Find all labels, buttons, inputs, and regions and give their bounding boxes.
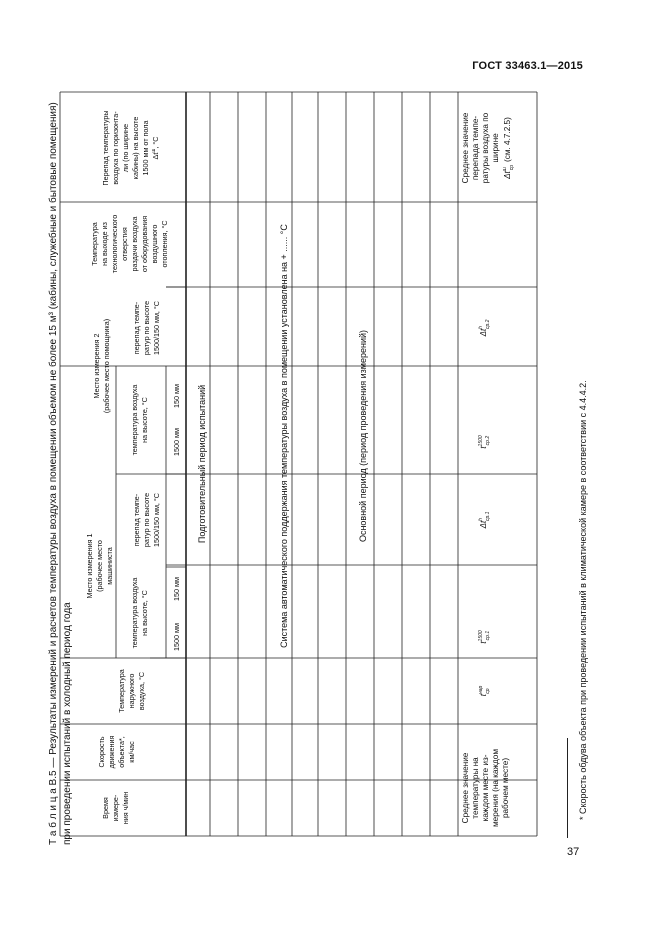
header-loc1-diff	[132, 493, 161, 547]
svg-text:на высоте, °С: на высоте, °С	[140, 397, 149, 443]
page-number: 37	[567, 846, 580, 858]
header-loc2-150	[172, 384, 181, 408]
summary-horizontal-diff-label	[461, 112, 515, 183]
svg-text:150 мм: 150 мм	[172, 577, 181, 601]
header-location-2	[92, 319, 111, 413]
svg-text:Основной период (период провед: Основной период (период проведения измерений)	[358, 329, 368, 543]
period-preparatory	[197, 385, 207, 543]
svg-text:Δthср.1: $\Delta t^hср.1$	[478, 511, 491, 529]
svg-text:Подготовительный период испыта: Подготовительный период испытаний	[197, 384, 207, 544]
svg-text:ширине: ширине	[491, 133, 500, 163]
svg-text:температура воздуха: температура воздуха	[130, 384, 139, 456]
svg-text:Перепад температуры: Перепад температуры	[101, 110, 110, 186]
svg-text:ния ч/мин: ния ч/мин	[121, 791, 130, 825]
svg-text:каждом месте из-: каждом месте из-	[481, 754, 490, 822]
svg-text:воздуха по горизонта-: воздуха по горизонта-	[111, 111, 120, 185]
period-automatic	[279, 224, 289, 648]
svg-text:температура воздуха: температура воздуха	[130, 577, 139, 649]
summary-dt-loc2	[478, 319, 491, 337]
summary-t-outside	[478, 686, 491, 697]
svg-text:машиниста: машиниста	[105, 547, 114, 585]
footnote-rule	[567, 738, 568, 838]
caption-line-2: при проведении испытаний в холодный период года	[61, 602, 73, 845]
footnote: * Скорость обдува объекта при проведении испытаний в климатической камере в соответствии с 4.4.4.2.	[578, 380, 588, 820]
header-outlet-temp	[90, 215, 169, 273]
svg-text:Δtшср(см. 4.7.2.5): $\Delta t^шср(см$. 4.7.2.5)	[502, 117, 515, 179]
svg-text:1500/150 мм, °С: 1500/150 мм, °С	[152, 301, 161, 355]
summary-t1500-loc2	[478, 435, 491, 449]
svg-text:технологического: технологического	[110, 214, 119, 274]
svg-text:t1500ср.1: $t^{1500}ср.1$	[478, 630, 491, 644]
svg-text:воздушного: воздушного	[150, 224, 159, 264]
header-loc1-temp-height	[130, 578, 149, 649]
svg-text:отопления, °С: отопления, °С	[160, 220, 169, 268]
svg-text:Место измерения 2: Место измерения 2	[92, 333, 101, 399]
svg-text:перепад темпе-: перепад темпе-	[132, 493, 141, 547]
svg-text:Время: Время	[101, 797, 110, 819]
svg-text:на высоте, °С: на высоте, °С	[140, 590, 149, 636]
svg-text:Температура: Температура	[117, 669, 126, 713]
svg-text:ратуры воздуха по: ратуры воздуха по	[481, 112, 490, 184]
svg-text:t1500ср.2: $t^{1500}ср.2$	[478, 435, 491, 449]
summary-t1500-loc1	[478, 630, 491, 644]
header-loc1-150	[172, 577, 181, 601]
svg-text:(рабочее место помощника): (рабочее место помощника)	[102, 318, 111, 414]
svg-text:воздуха, °С: воздуха, °С	[137, 671, 146, 711]
svg-text:км/час: км/час	[127, 741, 136, 763]
svg-text:на выходе из: на выходе из	[100, 222, 109, 266]
header-location-1	[85, 534, 114, 599]
svg-text:Δthср.2: $\Delta t^hср.2$	[478, 319, 491, 337]
caption-line-1: Т а б л и ц а В.5 — Результаты измерений и расчетов температуры воздуха в помещении объемом не более 15 м³ (кабины, служебные и бытовые помещения)	[48, 102, 59, 845]
svg-text:1500 мм: 1500 мм	[172, 428, 181, 456]
svg-text:измере-: измере-	[111, 794, 120, 822]
svg-text:ратур по высоте: ратур по высоте	[142, 492, 151, 548]
svg-text:150 мм: 150 мм	[172, 384, 181, 408]
svg-text:tнарср: $t^{нар}ср$	[478, 685, 491, 697]
svg-text:1500 мм: 1500 мм	[172, 623, 181, 651]
svg-text:мерения (на каждом: мерения (на каждом	[491, 749, 500, 827]
standard-header: ГОСТ 33463.1—2015	[472, 60, 583, 72]
svg-text:рабочем месте): рабочем месте)	[501, 757, 510, 819]
svg-text:перепад темпе-: перепад темпе-	[132, 301, 141, 355]
svg-text:Среднее значение: Среднее значение	[461, 752, 470, 824]
header-outside-temp	[117, 669, 146, 713]
svg-text:наружного: наружного	[127, 673, 136, 709]
svg-text:Среднее значение: Среднее значение	[461, 112, 470, 184]
svg-text:Температура: Температура	[90, 222, 99, 266]
svg-text:ли (по ширине: ли (по ширине	[121, 123, 130, 173]
svg-text:кабины) на высоте: кабины) на высоте	[131, 116, 140, 180]
svg-text:от оборудования: от оборудования	[140, 215, 149, 273]
header-loc2-diff	[132, 301, 161, 355]
svg-text:перепада темпе-: перепада темпе-	[471, 115, 480, 181]
svg-text:Скорость: Скорость	[97, 736, 106, 768]
svg-text:температуры на: температуры на	[471, 757, 480, 819]
svg-text:отверстия: отверстия	[120, 227, 129, 261]
summary-dt-loc1	[478, 511, 491, 529]
header-loc2-1500	[172, 428, 181, 456]
svg-text:1500/150 мм, °С: 1500/150 мм, °С	[152, 493, 161, 547]
summary-row-label	[461, 749, 510, 827]
header-speed	[97, 736, 136, 769]
period-main	[358, 330, 368, 542]
svg-text:ратур по высоте: ратур по высоте	[142, 300, 151, 356]
svg-text:объекта*,: объекта*,	[117, 736, 126, 768]
svg-text:Δtш, °С: $\Delta t^ш$, °С	[151, 136, 160, 160]
svg-text:Система автоматического поддер: Система автоматического поддержания температуры воздуха в помещении установлена на + ...... °С	[279, 224, 289, 648]
svg-text:раздачи воздуха: раздачи воздуха	[130, 216, 139, 272]
header-loc2-temp-height	[130, 385, 149, 456]
svg-text:(рабочее место: (рабочее место	[95, 540, 104, 592]
header-horizontal-diff	[101, 110, 160, 185]
svg-text:1500 мм от пола: 1500 мм от пола	[141, 120, 150, 176]
svg-text:Место измерения 1: Место измерения 1	[85, 533, 94, 599]
header-loc1-1500	[172, 623, 181, 651]
header-time	[101, 792, 130, 825]
svg-text:движения: движения	[107, 735, 116, 769]
